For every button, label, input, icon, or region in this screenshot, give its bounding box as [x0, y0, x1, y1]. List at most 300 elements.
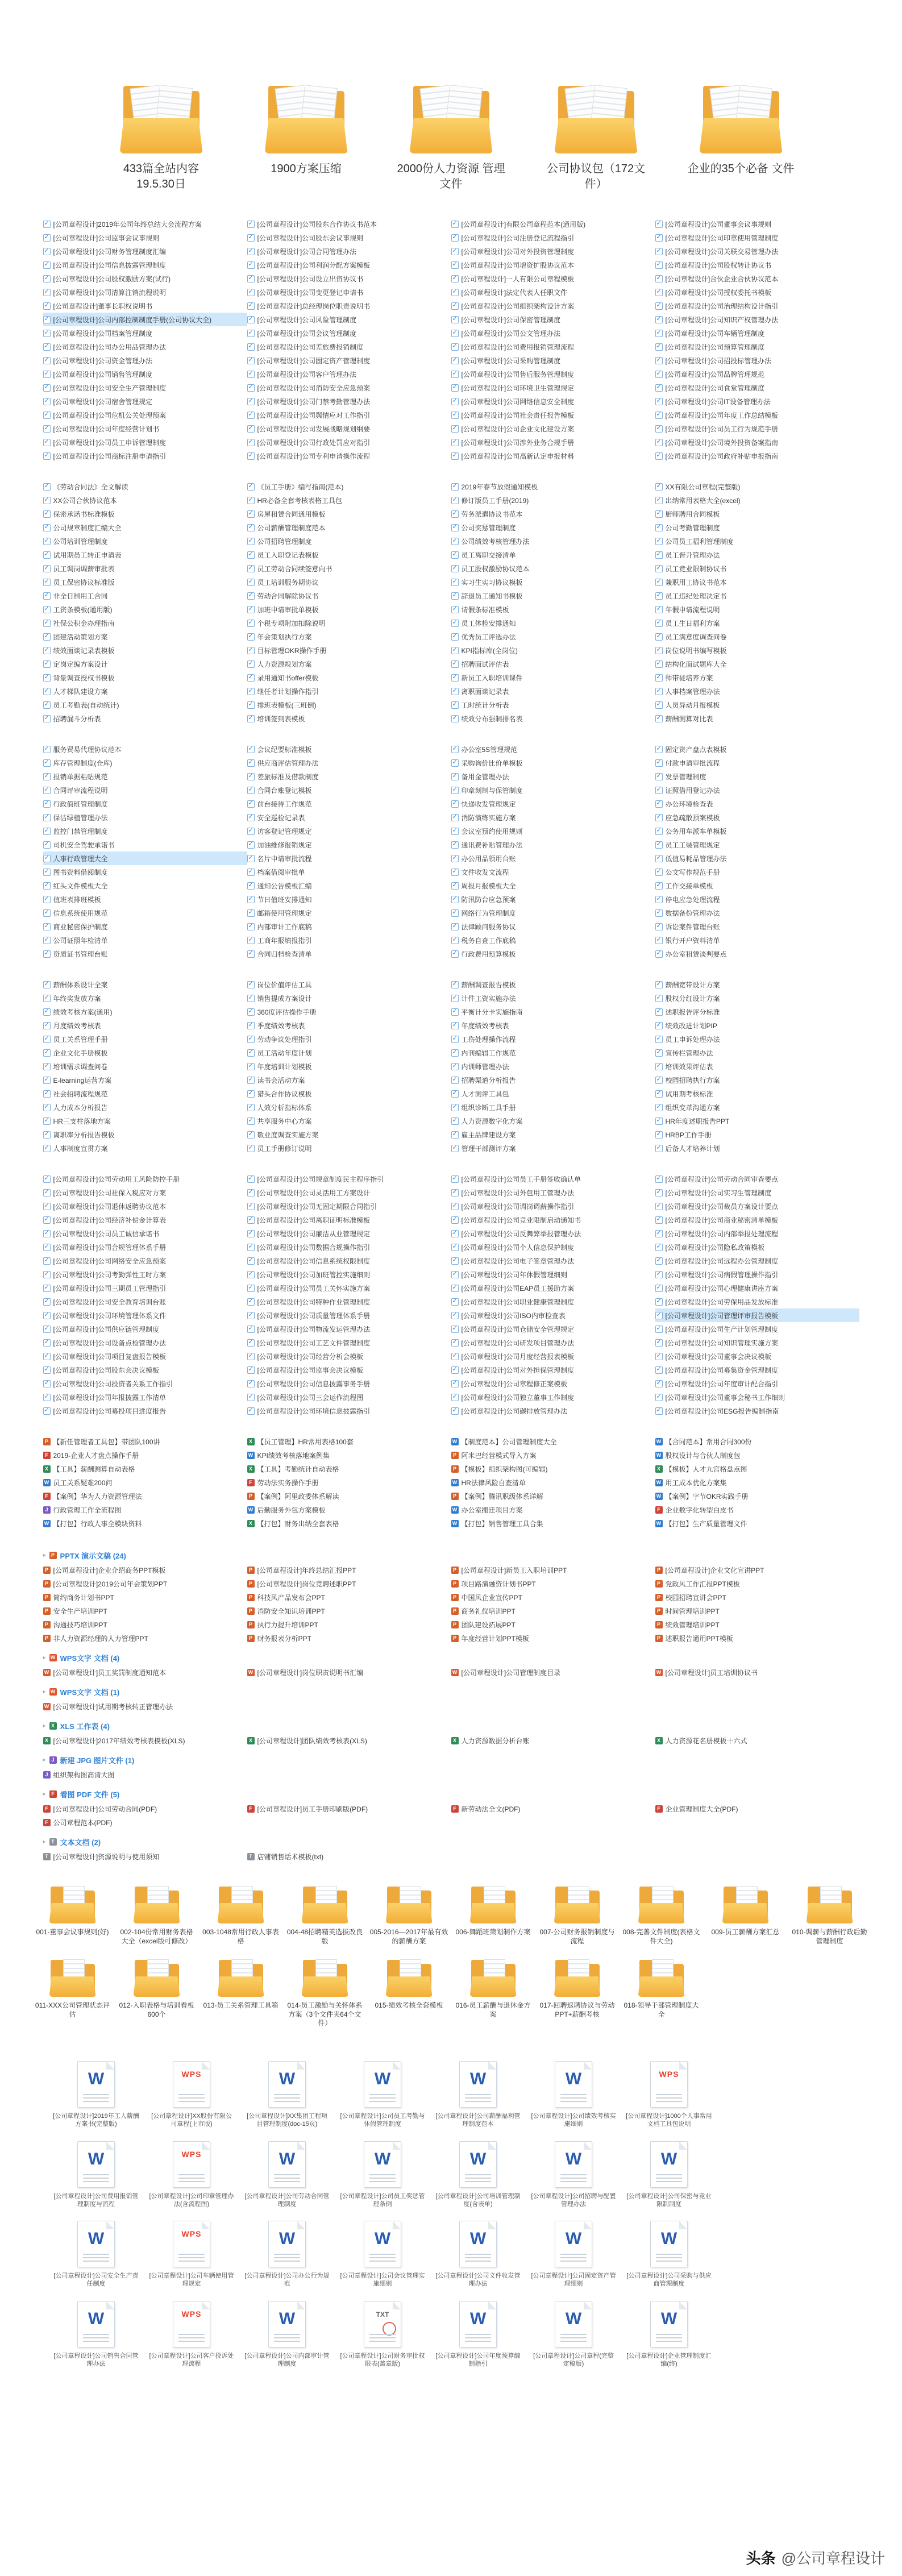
- file-item[interactable]: [43, 1227, 247, 1240]
- file-item[interactable]: [451, 1590, 655, 1604]
- checkbox-checked-icon[interactable]: [451, 316, 459, 323]
- checkbox-checked-icon[interactable]: [247, 357, 255, 364]
- expand-arrow-icon[interactable]: ▸: [43, 1790, 46, 1797]
- file-item[interactable]: [451, 1489, 655, 1503]
- file-item[interactable]: [43, 326, 247, 340]
- file-item[interactable]: [451, 1073, 655, 1087]
- file-item[interactable]: [451, 947, 655, 961]
- file-item[interactable]: [247, 313, 451, 326]
- document-item[interactable]: [144, 2061, 239, 2129]
- checkbox-checked-icon[interactable]: [655, 261, 663, 269]
- checkbox-checked-icon[interactable]: [43, 828, 51, 835]
- file-item[interactable]: [451, 589, 655, 603]
- checkbox-checked-icon[interactable]: [247, 248, 255, 255]
- checkbox-checked-icon[interactable]: [43, 452, 51, 460]
- checkbox-checked-icon[interactable]: [247, 923, 255, 930]
- checkbox-checked-icon[interactable]: [247, 1090, 255, 1098]
- checkbox-checked-icon[interactable]: [247, 1036, 255, 1043]
- file-item[interactable]: [451, 1377, 655, 1390]
- checkbox-checked-icon[interactable]: [451, 1008, 459, 1016]
- file-item[interactable]: [43, 272, 247, 285]
- folder-item[interactable]: [283, 1959, 367, 2028]
- file-item[interactable]: [247, 1802, 451, 1815]
- checkbox-checked-icon[interactable]: [451, 1063, 459, 1070]
- checkbox-checked-icon[interactable]: [655, 869, 663, 876]
- file-item[interactable]: [451, 1322, 655, 1336]
- checkbox-checked-icon[interactable]: [43, 814, 51, 821]
- checkbox-checked-icon[interactable]: [655, 896, 663, 903]
- checkbox-checked-icon[interactable]: [247, 579, 255, 586]
- file-item[interactable]: [247, 521, 451, 534]
- checkbox-checked-icon[interactable]: [655, 1353, 663, 1360]
- file-item[interactable]: [451, 892, 655, 906]
- checkbox-checked-icon[interactable]: [451, 524, 459, 531]
- file-item[interactable]: [655, 824, 859, 838]
- checkbox-checked-icon[interactable]: [247, 828, 255, 835]
- file-item[interactable]: [451, 244, 655, 258]
- file-item[interactable]: [43, 1213, 247, 1227]
- file-item[interactable]: [43, 1087, 247, 1100]
- checkbox-checked-icon[interactable]: [247, 950, 255, 958]
- file-item[interactable]: [247, 1577, 451, 1590]
- file-item[interactable]: [247, 1462, 451, 1476]
- checkbox-checked-icon[interactable]: [655, 787, 663, 794]
- checkbox-checked-icon[interactable]: [451, 746, 459, 753]
- file-item[interactable]: [655, 991, 859, 1005]
- file-item[interactable]: [451, 616, 655, 630]
- checkbox-checked-icon[interactable]: [451, 1312, 459, 1319]
- file-item[interactable]: [247, 991, 451, 1005]
- folder-item[interactable]: [199, 1959, 283, 2028]
- file-item[interactable]: [43, 244, 247, 258]
- checkbox-checked-icon[interactable]: [451, 384, 459, 392]
- file-item[interactable]: [43, 991, 247, 1005]
- checkbox-checked-icon[interactable]: [247, 620, 255, 627]
- file-item[interactable]: [43, 1186, 247, 1199]
- file-item[interactable]: [451, 1802, 655, 1815]
- checkbox-checked-icon[interactable]: [655, 773, 663, 780]
- checkbox-checked-icon[interactable]: [655, 275, 663, 282]
- checkbox-checked-icon[interactable]: [247, 701, 255, 709]
- checkbox-checked-icon[interactable]: [655, 814, 663, 821]
- checkbox-checked-icon[interactable]: [655, 384, 663, 392]
- file-item[interactable]: [247, 408, 451, 422]
- file-item[interactable]: [451, 449, 655, 463]
- checkbox-checked-icon[interactable]: [655, 1008, 663, 1016]
- document-item[interactable]: [430, 2061, 526, 2129]
- checkbox-checked-icon[interactable]: [247, 715, 255, 722]
- file-item[interactable]: [247, 671, 451, 684]
- file-item[interactable]: [43, 1005, 247, 1019]
- file-item[interactable]: [43, 1815, 247, 1829]
- checkbox-checked-icon[interactable]: [43, 855, 51, 862]
- file-item[interactable]: [247, 272, 451, 285]
- checkbox-checked-icon[interactable]: [451, 398, 459, 405]
- file-item[interactable]: [451, 367, 655, 381]
- file-item[interactable]: [655, 435, 859, 449]
- document-item[interactable]: [239, 2221, 335, 2288]
- checkbox-checked-icon[interactable]: [655, 1244, 663, 1251]
- checkbox-checked-icon[interactable]: [655, 950, 663, 958]
- checkbox-checked-icon[interactable]: [655, 412, 663, 419]
- checkbox-checked-icon[interactable]: [43, 1036, 51, 1043]
- checkbox-checked-icon[interactable]: [655, 828, 663, 835]
- checkbox-checked-icon[interactable]: [655, 357, 663, 364]
- file-item[interactable]: [43, 698, 247, 712]
- file-item[interactable]: [655, 575, 859, 589]
- checkbox-checked-icon[interactable]: [43, 633, 51, 641]
- checkbox-checked-icon[interactable]: [43, 538, 51, 545]
- file-item[interactable]: [451, 534, 655, 548]
- checkbox-checked-icon[interactable]: [247, 1312, 255, 1319]
- checkbox-checked-icon[interactable]: [247, 1366, 255, 1374]
- file-item[interactable]: [43, 1254, 247, 1268]
- checkbox-checked-icon[interactable]: [655, 674, 663, 682]
- file-item[interactable]: [451, 1390, 655, 1404]
- document-item[interactable]: [621, 2301, 717, 2369]
- file-item[interactable]: [247, 435, 451, 449]
- checkbox-checked-icon[interactable]: [43, 592, 51, 600]
- checkbox-checked-icon[interactable]: [655, 1090, 663, 1098]
- file-item[interactable]: [451, 920, 655, 933]
- file-item[interactable]: [247, 892, 451, 906]
- checkbox-checked-icon[interactable]: [451, 538, 459, 545]
- document-item[interactable]: [526, 2141, 621, 2209]
- file-item[interactable]: [43, 1114, 247, 1128]
- file-item[interactable]: [655, 1516, 859, 1530]
- checkbox-checked-icon[interactable]: [655, 1394, 663, 1401]
- checkbox-checked-icon[interactable]: [655, 660, 663, 668]
- file-item[interactable]: [655, 299, 859, 313]
- checkbox-checked-icon[interactable]: [655, 592, 663, 600]
- file-item[interactable]: [43, 1489, 247, 1503]
- folder-item[interactable]: [115, 1886, 199, 1946]
- checkbox-checked-icon[interactable]: [247, 606, 255, 613]
- file-item[interactable]: [451, 712, 655, 725]
- checkbox-checked-icon[interactable]: [655, 759, 663, 767]
- checkbox-checked-icon[interactable]: [451, 995, 459, 1002]
- file-item[interactable]: [451, 991, 655, 1005]
- file-item[interactable]: [247, 1516, 451, 1530]
- checkbox-checked-icon[interactable]: [451, 221, 459, 228]
- file-item[interactable]: [247, 1390, 451, 1404]
- checkbox-checked-icon[interactable]: [655, 565, 663, 572]
- checkbox-checked-icon[interactable]: [451, 1366, 459, 1374]
- section-header-pdf[interactable]: [43, 1786, 859, 1802]
- checkbox-checked-icon[interactable]: [655, 606, 663, 613]
- checkbox-checked-icon[interactable]: [451, 1117, 459, 1125]
- checkbox-checked-icon[interactable]: [655, 425, 663, 433]
- file-item[interactable]: [655, 381, 859, 394]
- checkbox-checked-icon[interactable]: [451, 275, 459, 282]
- checkbox-checked-icon[interactable]: [451, 660, 459, 668]
- file-item[interactable]: [247, 616, 451, 630]
- checkbox-checked-icon[interactable]: [43, 1189, 51, 1196]
- checkbox-checked-icon[interactable]: [655, 1131, 663, 1139]
- checkbox-checked-icon[interactable]: [247, 746, 255, 753]
- checkbox-checked-icon[interactable]: [43, 1353, 51, 1360]
- file-item[interactable]: [655, 449, 859, 463]
- file-item[interactable]: [247, 879, 451, 892]
- checkbox-checked-icon[interactable]: [43, 1090, 51, 1098]
- document-item[interactable]: [335, 2301, 430, 2369]
- file-item[interactable]: [43, 671, 247, 684]
- file-item[interactable]: [655, 851, 859, 865]
- checkbox-checked-icon[interactable]: [451, 579, 459, 586]
- file-item[interactable]: [451, 1141, 655, 1155]
- file-item[interactable]: [451, 1281, 655, 1295]
- checkbox-checked-icon[interactable]: [655, 1271, 663, 1278]
- document-item[interactable]: [335, 2141, 430, 2209]
- expand-arrow-icon[interactable]: ▸: [43, 1722, 46, 1729]
- checkbox-checked-icon[interactable]: [43, 1366, 51, 1374]
- checkbox-checked-icon[interactable]: [247, 289, 255, 296]
- file-item[interactable]: [451, 671, 655, 684]
- file-item[interactable]: [451, 630, 655, 643]
- checkbox-checked-icon[interactable]: [247, 674, 255, 682]
- checkbox-checked-icon[interactable]: [655, 343, 663, 351]
- file-item[interactable]: [43, 422, 247, 435]
- file-item[interactable]: [247, 367, 451, 381]
- file-item[interactable]: [43, 797, 247, 811]
- checkbox-checked-icon[interactable]: [247, 1077, 255, 1084]
- file-item[interactable]: [247, 548, 451, 562]
- file-item[interactable]: [247, 824, 451, 838]
- file-item[interactable]: [247, 244, 451, 258]
- file-item[interactable]: [247, 381, 451, 394]
- document-item[interactable]: [430, 2141, 526, 2209]
- file-item[interactable]: [247, 299, 451, 313]
- file-item[interactable]: [451, 1268, 655, 1281]
- file-item[interactable]: [247, 1435, 451, 1448]
- archive-folder[interactable]: [541, 84, 651, 192]
- document-item[interactable]: [48, 2221, 144, 2288]
- file-item[interactable]: [247, 851, 451, 865]
- file-item[interactable]: [655, 1734, 859, 1747]
- file-item[interactable]: [247, 643, 451, 657]
- file-item[interactable]: [655, 603, 859, 616]
- file-item[interactable]: [451, 851, 655, 865]
- file-item[interactable]: [655, 630, 859, 643]
- checkbox-checked-icon[interactable]: [451, 1216, 459, 1224]
- file-item[interactable]: [247, 1199, 451, 1213]
- checkbox-checked-icon[interactable]: [451, 1271, 459, 1278]
- file-item[interactable]: [451, 1404, 655, 1418]
- checkbox-checked-icon[interactable]: [247, 1117, 255, 1125]
- file-item[interactable]: [655, 1227, 859, 1240]
- checkbox-checked-icon[interactable]: [247, 1131, 255, 1139]
- file-item[interactable]: [43, 1631, 247, 1645]
- checkbox-checked-icon[interactable]: [451, 647, 459, 654]
- checkbox-checked-icon[interactable]: [451, 701, 459, 709]
- checkbox-checked-icon[interactable]: [451, 909, 459, 917]
- file-item[interactable]: [247, 1336, 451, 1349]
- file-item[interactable]: [247, 657, 451, 671]
- file-item[interactable]: [451, 838, 655, 851]
- file-item[interactable]: [451, 299, 655, 313]
- file-item[interactable]: [43, 1349, 247, 1363]
- checkbox-checked-icon[interactable]: [247, 1104, 255, 1111]
- checkbox-checked-icon[interactable]: [247, 814, 255, 821]
- file-item[interactable]: [655, 1604, 859, 1618]
- file-item[interactable]: [247, 1349, 451, 1363]
- file-item[interactable]: [655, 394, 859, 408]
- file-item[interactable]: [655, 671, 859, 684]
- checkbox-checked-icon[interactable]: [451, 330, 459, 337]
- file-item[interactable]: [655, 933, 859, 947]
- checkbox-checked-icon[interactable]: [43, 497, 51, 504]
- file-item[interactable]: [247, 1213, 451, 1227]
- checkbox-checked-icon[interactable]: [43, 1203, 51, 1210]
- file-item[interactable]: [451, 1516, 655, 1530]
- file-item[interactable]: [655, 1005, 859, 1019]
- checkbox-checked-icon[interactable]: [43, 357, 51, 364]
- checkbox-checked-icon[interactable]: [451, 1230, 459, 1237]
- file-item[interactable]: [247, 1281, 451, 1295]
- file-item[interactable]: [451, 698, 655, 712]
- checkbox-checked-icon[interactable]: [247, 1394, 255, 1401]
- file-item[interactable]: [451, 824, 655, 838]
- file-item[interactable]: [43, 562, 247, 575]
- checkbox-checked-icon[interactable]: [655, 1049, 663, 1057]
- file-item[interactable]: [655, 770, 859, 783]
- file-item[interactable]: [43, 449, 247, 463]
- file-item[interactable]: [247, 1322, 451, 1336]
- checkbox-checked-icon[interactable]: [43, 412, 51, 419]
- file-item[interactable]: [43, 1128, 247, 1141]
- file-item[interactable]: [43, 285, 247, 299]
- checkbox-checked-icon[interactable]: [43, 620, 51, 627]
- file-item[interactable]: [247, 920, 451, 933]
- file-item[interactable]: [655, 1186, 859, 1199]
- file-item[interactable]: [451, 1227, 655, 1240]
- checkbox-checked-icon[interactable]: [451, 1244, 459, 1251]
- document-item[interactable]: [48, 2061, 144, 2129]
- checkbox-checked-icon[interactable]: [451, 981, 459, 988]
- checkbox-checked-icon[interactable]: [247, 1049, 255, 1057]
- file-item[interactable]: [451, 1172, 655, 1186]
- checkbox-checked-icon[interactable]: [655, 981, 663, 988]
- checkbox-checked-icon[interactable]: [43, 882, 51, 890]
- file-item[interactable]: [655, 272, 859, 285]
- folder-item[interactable]: [367, 1886, 451, 1946]
- file-item[interactable]: [43, 231, 247, 244]
- checkbox-checked-icon[interactable]: [247, 275, 255, 282]
- checkbox-checked-icon[interactable]: [43, 1339, 51, 1347]
- file-item[interactable]: [655, 1032, 859, 1046]
- file-item[interactable]: [451, 684, 655, 698]
- file-item[interactable]: [451, 1618, 655, 1631]
- checkbox-checked-icon[interactable]: [43, 995, 51, 1002]
- file-item[interactable]: [43, 1604, 247, 1618]
- file-item[interactable]: [247, 258, 451, 272]
- file-item[interactable]: [655, 1563, 859, 1577]
- file-item[interactable]: [655, 217, 859, 231]
- file-item[interactable]: [655, 326, 859, 340]
- file-item[interactable]: [43, 1100, 247, 1114]
- file-item[interactable]: [655, 1435, 859, 1448]
- checkbox-checked-icon[interactable]: [655, 1312, 663, 1319]
- file-item[interactable]: [247, 978, 451, 991]
- file-item[interactable]: [43, 1448, 247, 1462]
- file-item[interactable]: [655, 978, 859, 991]
- file-item[interactable]: [451, 272, 655, 285]
- checkbox-checked-icon[interactable]: [451, 343, 459, 351]
- checkbox-checked-icon[interactable]: [655, 330, 663, 337]
- folder-item[interactable]: [535, 1886, 620, 1946]
- checkbox-checked-icon[interactable]: [247, 995, 255, 1002]
- file-item[interactable]: [247, 933, 451, 947]
- checkbox-checked-icon[interactable]: [247, 1407, 255, 1415]
- checkbox-checked-icon[interactable]: [451, 565, 459, 572]
- file-item[interactable]: [655, 340, 859, 354]
- checkbox-checked-icon[interactable]: [43, 1145, 51, 1152]
- checkbox-checked-icon[interactable]: [43, 841, 51, 849]
- checkbox-checked-icon[interactable]: [247, 688, 255, 695]
- file-item[interactable]: [43, 1363, 247, 1377]
- file-item[interactable]: [451, 1349, 655, 1363]
- file-item[interactable]: [247, 285, 451, 299]
- file-item[interactable]: [451, 1199, 655, 1213]
- file-item[interactable]: [43, 865, 247, 879]
- checkbox-checked-icon[interactable]: [655, 1175, 663, 1183]
- checkbox-checked-icon[interactable]: [247, 855, 255, 862]
- section-header-xls[interactable]: [43, 1718, 859, 1734]
- checkbox-checked-icon[interactable]: [43, 1022, 51, 1029]
- file-item[interactable]: [43, 1172, 247, 1186]
- checkbox-checked-icon[interactable]: [655, 1285, 663, 1292]
- file-item[interactable]: [451, 313, 655, 326]
- file-item[interactable]: [43, 435, 247, 449]
- checkbox-checked-icon[interactable]: [43, 647, 51, 654]
- checkbox-checked-icon[interactable]: [247, 1380, 255, 1387]
- file-item[interactable]: [43, 603, 247, 616]
- checkbox-checked-icon[interactable]: [451, 234, 459, 242]
- checkbox-checked-icon[interactable]: [247, 412, 255, 419]
- file-item[interactable]: [247, 947, 451, 961]
- file-item[interactable]: [451, 1577, 655, 1590]
- file-item[interactable]: [655, 1336, 859, 1349]
- file-item[interactable]: [247, 783, 451, 797]
- file-item[interactable]: [451, 285, 655, 299]
- file-item[interactable]: [655, 811, 859, 824]
- checkbox-checked-icon[interactable]: [451, 1203, 459, 1210]
- checkbox-checked-icon[interactable]: [451, 1131, 459, 1139]
- checkbox-checked-icon[interactable]: [655, 1407, 663, 1415]
- checkbox-checked-icon[interactable]: [43, 923, 51, 930]
- archive-folder[interactable]: [106, 84, 217, 192]
- checkbox-checked-icon[interactable]: [247, 1203, 255, 1210]
- checkbox-checked-icon[interactable]: [655, 855, 663, 862]
- file-item[interactable]: [247, 562, 451, 575]
- checkbox-checked-icon[interactable]: [655, 715, 663, 722]
- checkbox-checked-icon[interactable]: [451, 592, 459, 600]
- file-item[interactable]: [247, 1172, 451, 1186]
- checkbox-checked-icon[interactable]: [247, 909, 255, 917]
- checkbox-checked-icon[interactable]: [43, 1244, 51, 1251]
- file-item[interactable]: [43, 313, 247, 326]
- checkbox-checked-icon[interactable]: [247, 221, 255, 228]
- checkbox-checked-icon[interactable]: [43, 524, 51, 531]
- checkbox-checked-icon[interactable]: [451, 1380, 459, 1387]
- file-item[interactable]: [247, 1005, 451, 1019]
- document-item[interactable]: [239, 2061, 335, 2129]
- checkbox-checked-icon[interactable]: [43, 759, 51, 767]
- checkbox-checked-icon[interactable]: [655, 398, 663, 405]
- file-item[interactable]: [43, 824, 247, 838]
- document-item[interactable]: [239, 2301, 335, 2369]
- folder-item[interactable]: [115, 1959, 199, 2028]
